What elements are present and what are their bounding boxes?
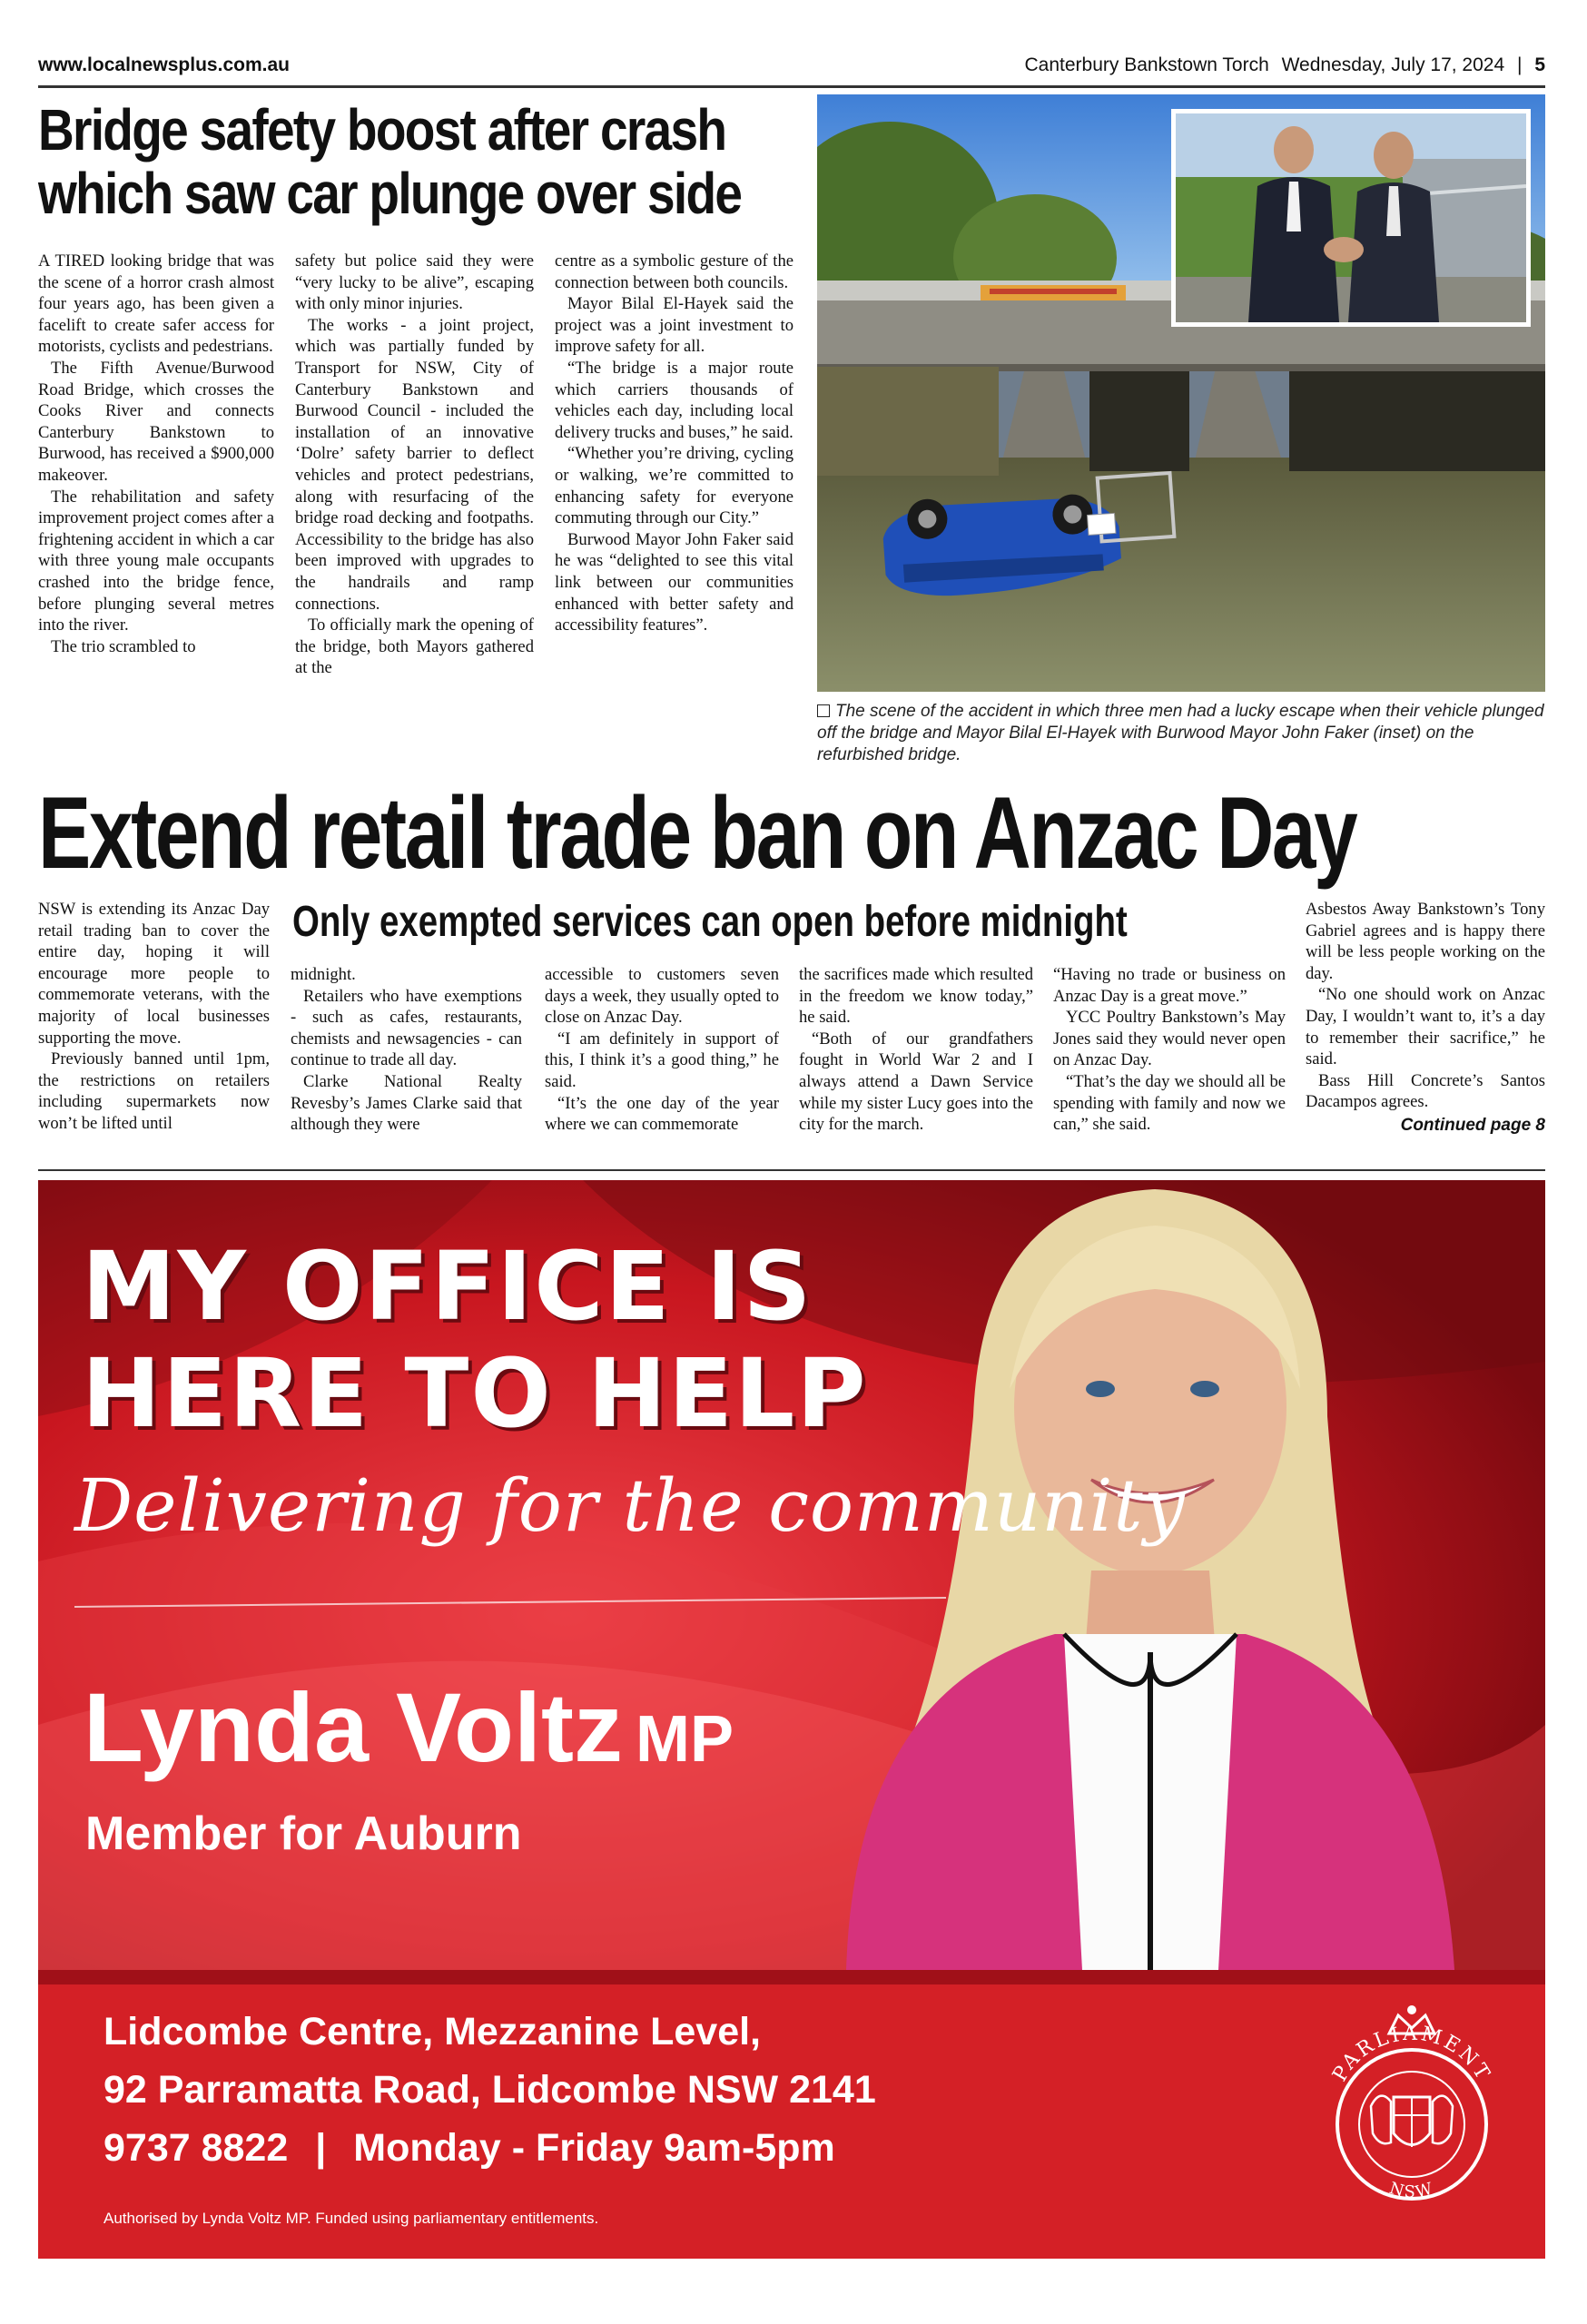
anzac-column-1: NSW is extending its Anzac Day retail trading ban to cover the entire day, hoping it will encourage more people to commemorate veterans, with the majority of local businesses supporting the move. Previously banned until 1pm, the restrictions on retailers including supermarkets now won’t be lifted until <box>38 900 270 1133</box>
bridge-column-2: safety but police said they were “very lucky to be alive”, escaping with only minor injuries. The works - a joint project, which was partially funded by Transport for NSW, City of Canterbury Bankstown and Burwood Council - included the installation of an innovative ‘Dolre’ safety barrier to deflect vehicles and protect pedestrians, along with resurfacing of the bridge road decking and footpaths. Accessibility to the bridge has also been improved with upgrades to the handrails and ramp connections. To officially mark the opening of the bridge, both Mayors gathered at the <box>295 251 534 678</box>
mp-role: Member for Auburn <box>85 1807 522 1860</box>
office-address-line-1: Lidcombe Centre, Mezzanine Level, <box>104 2010 762 2053</box>
bridge-headline: Bridge safety boost after crash which saw car plunge over side <box>38 97 742 226</box>
caption-box-icon <box>817 704 830 717</box>
anzac-column-2: midnight. Retailers who have exemptions - such as cafes, restaurants, chemists and newsagencies - can continue to trade all day. Clarke National Realty Revesby’s James Clarke said that although they were <box>291 965 522 1135</box>
ad-headline: MY OFFICE IS HERE TO HELP <box>82 1231 868 1449</box>
anzac-headline: Extend retail trade ban on Anzac Day <box>38 776 1356 890</box>
ad-tagline: Delivering for the community <box>74 1463 1186 1548</box>
ad-top-panel <box>38 1180 1545 1970</box>
anzac-column-6: Asbestos Away Bankstown’s Tony Gabriel agrees and is happy there will be less people working on the day. “No one should work on Anzac Day, I wouldn’t want to, it’s a day to remember their sacrifice,” he said. Bass Hill Concrete’s Santos Dacampos agrees. Continued page 8 <box>1306 900 1545 1135</box>
office-contact-line: 9737 8822 | Monday - Friday 9am-5pm <box>104 2126 835 2170</box>
mp-advertisement <box>38 1180 1545 2259</box>
svg-text:PARLIAMENT: PARLIAMENT <box>1328 2022 1495 2086</box>
mayors-illustration <box>1176 113 1526 322</box>
ad-divider-band <box>38 1970 1545 1984</box>
website-url: www.localnewsplus.com.au <box>38 54 290 75</box>
mayors-inset-photo <box>1171 109 1531 327</box>
mp-name: Lynda Voltz MP <box>84 1672 734 1782</box>
page-number: 5 <box>1534 54 1545 75</box>
bridge-column-3: centre as a symbolic gesture of the connection between both councils. Mayor Bilal El-Hayek said the project was a joint investment to improve safety for all. “The bridge is a major route which carriers thousands of vehicles each day, including local delivery trucks and buses,” he said. “Whether you’re driving, cycling or walking, we’re committed to enhancing safety for everyone commuting through our City.” Burwood Mayor John Faker said he was “delighted to see this vital link between our communities enhanced with better safety and accessibility features”. <box>555 251 794 635</box>
parliament-nsw-crest-icon <box>1316 1997 1507 2206</box>
section-rule <box>38 1169 1545 1171</box>
continued-link[interactable]: Continued page 8 <box>1400 1115 1545 1135</box>
anzac-column-4: the sacrifices made which resulted in the freedom we know today,” he said. “Both of our grandfathers fought in World War 2 and I always attend a Dawn Service while my sister Lucy goes into the city for the march. <box>799 965 1033 1135</box>
office-phone[interactable]: 9737 8822 <box>104 2126 289 2170</box>
anzac-subhead: Only exempted services can open before midnight <box>292 898 1128 946</box>
anzac-column-3: accessible to customers seven days a week, they usually opted to close on Anzac Day. “I am definitely in support of this, I think it’s a good thing,” he said. “It’s the one day of the year where we can commemorate <box>545 965 779 1135</box>
masthead-info: Canterbury Bankstown Torch Wednesday, July 17, 2024 | 5 <box>1024 54 1545 75</box>
photo-caption: The scene of the accident in which three men had a lucky escape when their vehicle plunged off the bridge and Mayor Bilal El-Hayek with Burwood Mayor John Faker (inset) on the refurbished bridge. <box>817 702 1544 764</box>
bridge-column-1: A TIRED looking bridge that was the scene of a horror crash almost four years ago, has been given a facelift to create safer access for motorists, cyclists and pedestrians. The Fifth Avenue/Burwood Road Bridge, which crosses the Cooks River and connects Canterbury Bankstown to Burwood, has received a $900,000 makeover. The rehabilitation and safety improvement project comes after a frightening accident in which a car with three young male occupants crashed into the bridge fence, before plunging several metres into the river. The trio scrambled to <box>38 251 274 656</box>
svg-text:NSW: NSW <box>1386 2178 1437 2202</box>
ad-contact-panel <box>38 1970 1545 2259</box>
office-hours: Monday - Friday 9am-5pm <box>353 2126 835 2170</box>
publication-name: Canterbury Bankstown Torch <box>1024 54 1269 75</box>
issue-date: Wednesday, July 17, 2024 <box>1281 54 1505 75</box>
anzac-column-5: “Having no trade or business on Anzac Day is a great move.” YCC Poultry Bankstown’s May Jones said they would never open on Anzac Day. “That’s the day we should all be spending with family and now we can,” she said. <box>1053 965 1286 1135</box>
authorisation-note: Authorised by Lynda Voltz MP. Funded using parliamentary entitlements. <box>104 2210 599 2227</box>
office-address-line-2: 92 Parramatta Road, Lidcombe NSW 2141 <box>104 2068 876 2112</box>
header-rule <box>38 85 1545 88</box>
